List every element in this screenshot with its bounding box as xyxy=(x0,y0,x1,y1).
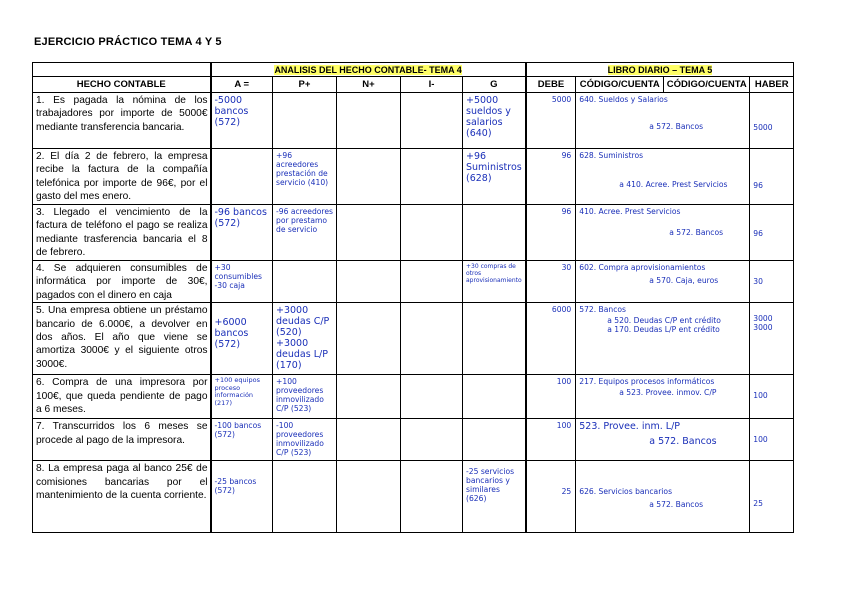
table-row xyxy=(33,205,794,261)
debe-cell: 25 xyxy=(526,461,576,533)
journal-credit-account: a 572. Bancos xyxy=(649,436,717,448)
page-title: EJERCICIO PRÁCTICO TEMA 4 Y 5 xyxy=(34,36,222,48)
journal-entry-cell xyxy=(576,303,750,375)
g-cell: +30 compras de otros aprovisionamiento xyxy=(463,261,526,303)
journal-credit-account: a 570. Caja, euros xyxy=(649,276,719,285)
journal-debit-account: 523. Provee. inm. L/P xyxy=(579,421,681,433)
journal-debit-account: 602. Compra aprovisionamientos xyxy=(579,263,706,272)
g-cell: +96 Suministros (628) xyxy=(463,149,526,205)
debe-cell: 5000 xyxy=(526,93,576,149)
p-cell xyxy=(273,93,337,149)
p-cell: +100 proveedores inmovilizado C/P (523) xyxy=(273,375,337,419)
journal-debit-account: 572. Bancos xyxy=(579,305,627,315)
debe-cell: 100 xyxy=(526,419,576,461)
journal-credit-account: a 572. Bancos xyxy=(669,228,724,237)
haber-cell: 96 xyxy=(750,149,794,205)
a-cell: -96 bancos (572) xyxy=(211,205,273,261)
a-cell: +6000 bancos (572) xyxy=(211,303,273,375)
col-p: P+ xyxy=(273,77,337,93)
journal-credit-account: a 520. Deudas C/P ent crédito xyxy=(607,316,721,326)
debe-cell: 6000 xyxy=(526,303,576,375)
table-row xyxy=(33,375,794,419)
fact-cell: 3. Llegado el vencimiento de la factura de teléfono el pago se realiza mediante trasferencia bancaria el 8 de febrero. xyxy=(33,205,211,261)
fact-cell: 8. La empresa paga al banco 25€ de comisiones bancarias por el mantenimiento de la cuenta corriente. xyxy=(33,461,211,533)
table-row xyxy=(33,419,794,461)
haber-cell: 5000 xyxy=(750,93,794,149)
g-cell: +5000 sueldos y salarios (640) xyxy=(463,93,526,149)
col-hecho: HECHO CONTABLE xyxy=(33,77,211,93)
p-cell: +3000 deudas C/P (520) +3000 deudas L/P (170) xyxy=(273,303,337,375)
table-row xyxy=(33,261,794,303)
journal-credit-account: a 572. Bancos xyxy=(649,122,704,131)
a-cell xyxy=(211,149,273,205)
table-row xyxy=(33,303,794,375)
table-row xyxy=(33,461,794,533)
exercise-table xyxy=(32,62,794,533)
a-cell: +100 equipos proceso información (217) xyxy=(211,375,273,419)
haber-cell: 100 xyxy=(750,375,794,419)
fact-cell: 5. Una empresa obtiene un préstamo bancario de 6.000€, a devolver en dos años. El año que viene se amortiza 3000€ y el siguiente otros 3000€. xyxy=(33,303,211,375)
debe-cell: 96 xyxy=(526,205,576,261)
col-a: A = xyxy=(211,77,273,93)
journal-debit-account: 628. Suministros xyxy=(579,151,644,160)
debe-cell: 96 xyxy=(526,149,576,205)
p-cell: -96 acreedores por prestamo de servicio xyxy=(273,205,337,261)
journal-credit-account: a 572. Bancos xyxy=(649,500,704,510)
journal-credit-account: a 523. Provee. inmov. C/P xyxy=(619,388,717,398)
table-row xyxy=(33,93,794,149)
col-n: N+ xyxy=(337,77,401,93)
journal-entry-cell xyxy=(576,261,750,303)
fact-cell: 2. El día 2 de febrero, la empresa recibe la factura de la compañía telefónica por importe de 96€, por el gasto del mes enero. xyxy=(33,149,211,205)
a-cell: -5000 bancos (572) xyxy=(211,93,273,149)
a-cell: -25 bancos (572) xyxy=(211,461,273,533)
g-cell: -25 servicios bancarios y similares (626) xyxy=(463,461,526,533)
analysis-section-title: ANALISIS DEL HECHO CONTABLE- TEMA 4 xyxy=(274,64,462,75)
journal-entry-cell xyxy=(576,93,750,149)
fact-cell: 1. Es pagada la nómina de los trabajadores por importe de 5000€ mediante transferencia bancaria. xyxy=(33,93,211,149)
haber-cell: 96 xyxy=(750,205,794,261)
a-cell: -100 bancos (572) xyxy=(211,419,273,461)
col-i: I- xyxy=(401,77,463,93)
journal-credit-account: a 170. Deudas L/P ent crédito xyxy=(607,325,720,335)
journal-entry-cell xyxy=(576,419,750,461)
col-cod2: CÓDIGO/CUENTA xyxy=(664,77,750,93)
haber-cell: 3000 3000 xyxy=(750,303,794,375)
journal-debit-account: 217. Equipos procesos informáticos xyxy=(579,377,715,387)
journal-credit-account: a 410. Acree. Prest Servicios xyxy=(619,180,728,189)
haber-cell: 100 xyxy=(750,419,794,461)
haber-cell: 30 xyxy=(750,261,794,303)
journal-entry-cell xyxy=(576,375,750,419)
fact-cell: 7. Transcurridos los 6 meses se procede al pago de la impresora. xyxy=(33,419,211,461)
debe-cell: 30 xyxy=(526,261,576,303)
table-row xyxy=(33,149,794,205)
journal-entry-cell xyxy=(576,461,750,533)
journal-debit-account: 626. Servicios bancarios xyxy=(579,487,673,497)
col-haber: HABER xyxy=(750,77,794,93)
journal-debit-account: 410. Acree. Prest Servicios xyxy=(579,207,681,216)
p-cell: -100 proveedores inmovilizado C/P (523) xyxy=(273,419,337,461)
blank-corner xyxy=(33,63,211,77)
fact-cell: 4. Se adquieren consumibles de informática por importe de 30€, pagados con el dinero en caja xyxy=(33,261,211,303)
haber-cell: 25 xyxy=(750,461,794,533)
col-cod1: CÓDIGO/CUENTA xyxy=(576,77,664,93)
journal-entry-cell xyxy=(576,149,750,205)
debe-cell: 100 xyxy=(526,375,576,419)
fact-cell: 6. Compra de una impresora por 100€, que queda pendiente de pago a 6 meses. xyxy=(33,375,211,419)
journal-section-title: LIBRO DIARIO – TEMA 5 xyxy=(607,64,713,75)
a-cell: +30 consumibles -30 caja xyxy=(211,261,273,303)
col-g: G xyxy=(463,77,526,93)
journal-debit-account: 640. Sueldos y Salarios xyxy=(579,95,668,104)
col-debe: DEBE xyxy=(526,77,576,93)
journal-entry-cell xyxy=(576,205,750,261)
p-cell: +96 acreedores prestación de servicio (410) xyxy=(273,149,337,205)
